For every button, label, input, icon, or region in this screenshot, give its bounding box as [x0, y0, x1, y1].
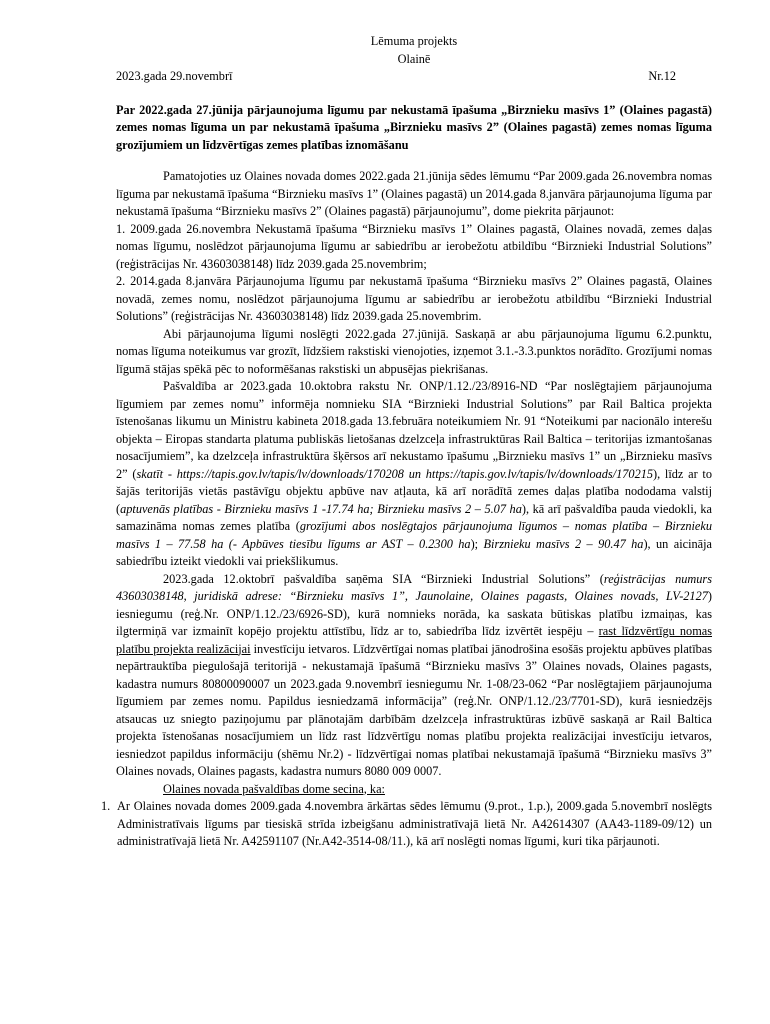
conclusion-list-item: [101, 798, 712, 851]
document-page: [101, 33, 713, 851]
list-item: 1. 2009.gada 26.novembra Nekustamā īpašuma “Birznieku masīvs 1” Olaines pagastā, Olaines novadā, zemes daļas nomas līgumu, noslēdzot pārjaunojuma līgumu ar sabiedrību ar ierobežotu atbildību “Birznieki Industrial Solutions” (reģistrācijas Nr. 43603038148) līdz 2039.gada 25.novembrim;: [116, 221, 712, 271]
place-label: Olainē: [397, 51, 431, 66]
list-item: 2. 2014.gada 8.janvāra Pārjaunojuma līgumu par nekustamā īpašuma “Birznieku masīvs 2” Olaines pagastā, Olaines novadā, zemes nomu, noslēdzot pārjaunojuma līgumu ar sabiedrību ar ierobežotu atbildību “Birznieki Industrial Solutions” (reģistrācijas Nr. 43603038148) līdz 2039.gada 25.novembrim.: [116, 274, 712, 323]
document-title: Par 2022.gada 27.jūnija pārjaunojuma līgumu par nekustamā īpašuma „Birznieku masīvs 1” (Olaines pagastā) zemes nomas līguma un par nekustamā īpašuma „Birznieku masīvs 2” (Olaines pagastā) zemes nomas līguma grozījumiem un līdzvērtīgas zemes platības iznomāšanu: [116, 102, 712, 152]
paragraph-municipality-letter: Pašvaldība ar 2023.gada 10.oktobra rakstu Nr. ONP/1.12./23/8916-ND “Par noslēgtajiem pārjaunojuma līgumiem par zemes nomu” informēja nomnieku SIA “Birznieki Industrial Solutions” par Rail Baltica projekta īstenošanas likumu un Ministru kabineta 2018.gada 13.februāra noteikumiem Nr. 91 “Noteikumi par nacionālo interešu objekta – Eiropas standarta platuma publiskās lietošanas dzelzceļa infrastruktūras Rail Baltica – teritorijas izmantošanas nosacījumiem”, ka dzelzceļa infrastruktūra šķērsos arī nekustamo īpašumu „Birznieku masīvs 1” un „Birznieku masīvs 2” (skatīt - https://tapis.gov.lv/tapis/lv/downloads/170208 un https://tapis.gov.lv/tapis/lv/downloads/170215), līdz ar to šajās teritorijās vietās pastāvīgu objektu apbūve nav atļauta, kā arī norādītā zemes daļas platība nododama valstij (aptuvenās platības - Birznieku masīvs 1 -17.74 ha; Birznieku masīvs 2 – 5.07 ha), kā arī pašvaldība pauda viedokli, ka samazināma nomas zemes platība (grozījumi abos noslēgtajos pārjaunojuma līgumos – nomas platība – Birznieku masīvs 1 – 77.58 ha (- Apbūves tiesību līgums ar AST – 0.2300 ha); Birznieku masīvs 2 – 90.47 ha), un aicināja sabiedrību izteikt viedokli vai priekšlikumus.: [116, 379, 712, 568]
document-date: 2023.gada 29.novembrī: [116, 69, 233, 83]
list-number: 1.: [101, 799, 111, 813]
paragraph-application: 2023.gada 12.oktobrī pašvaldība saņēma SIA “Birznieki Industrial Solutions” (reģistrācijas numurs 43603038148, juridiskā adrese: “Birznieku masīvs 1”, Jaunolaine, Olaines pagasts, Olaines novads, LV-2127) iesniegumu (reģ.Nr. ONP/1.12./23/6926-SD), kurā nomnieks norāda, ka saskata būtiskas platību izmaiņas, kas ilgtermiņā var izmainīt kopējo projektu attīstību, līdz ar to, sabiedrība līdz izvērtēt iespēju – rast līdzvērtīgu nomas platību projekta realizācijai investīciju ietvaros. Līdzvērtīgai nomas platībai jānodrošina esošās projektu apbūves platības nepārtrauktība piegulošajā teritorijā - nekustamajā īpašumā “Birznieku masīvs 3” Olaines novads, Olaines pagasts, kadastra numurs 80800090007 un 2023.gada 9.novembrī iesniegumu Nr. 1-08/23-062 “Par noslēgtajiem pārjaunojuma līgumiem par zemes nomu. Papildus iesniedzamā informācija” (reģ.Nr. ONP/1.12./23/7701-SD), kurā iesniedzējs atsaucas uz sniegto paziņojumu par plānotajām darbībām dzelzceļa infrastruktūras izbūvē saskaņā ar Rail Baltica projekta īstenošanas nosacījumiem un līdz rast līdzvērtīgu nomas platību projekta realizācijai investīciju ietvaros, iesniedzot papildus informāciju (shēmu Nr.2) - līdzvērtīgai nomas platībai nekustamajā īpašumā “Birznieku masīvs 3” Olaines novads, Olaines pagasts, kadastra numurs 8080 009 0007.: [116, 571, 713, 778]
underlined-phrase: rast līdzvērtīgu nomas platību projekta realizācijai: [116, 624, 713, 656]
paragraph-contracts: Abi pārjaunojuma līgumi noslēgti 2022.gada 27.jūnijā. Saskaņā ar abu pārjaunojuma līgumu 6.2.punktu, nomas līguma noteikumus var grozīt, līdzšiem rakstiski vienojoties, izņemot 3.1.-3.3.punktos norādīto. Grozījumi nomas līgumā stājas spēkā pēc to noformēšanas rakstiski un abpusējas piekrišanas.: [116, 326, 712, 376]
list-text: Ar Olaines novada domes 2009.gada 4.novembra ārkārtas sēdes lēmumu (9.prot., 1.p.), 2009.gada 5.novembrī noslēgts Administratīvais līgums par tiesiskā strīda izbeigšanu administratīvajā lietā Nr. A42614307 (AA43-1189-09/12) un administratīvajā lietā Nr. A42591107 (Nr.A42-3514-08/11.), kā arī noslēgti nomas līgumi, kuri tika pārjaunoti.: [117, 799, 712, 848]
paragraph-basis: Pamatojoties uz Olaines novada domes 2022.gada 21.jūnija sēdes lēmumu “Par 2009.gada 26.novembra nomas līguma par nekustamā īpašuma “Birznieku masīvs 1” (Olaines pagastā) un 2014.gada 8.janvāra pārjaunojuma līguma par nekustamā īpašuma “Birznieku masīvs 2” (Olaines pagastā) pārjaunojumu”, dome piekrita pārjaunot:: [116, 169, 712, 218]
doc-type-label: Lēmuma projekts: [370, 34, 458, 48]
document-number: Nr.12: [648, 69, 676, 83]
paragraph-council-concludes: Olaines novada pašvaldības dome secina, ka:: [163, 781, 385, 796]
date-number-line: [116, 68, 712, 86]
link-references: skatīt - https://tapis.gov.lv/tapis/lv/downloads/170208 un https://tapis.gov.lv/tapis/lv/downloads/170215: [136, 466, 654, 481]
